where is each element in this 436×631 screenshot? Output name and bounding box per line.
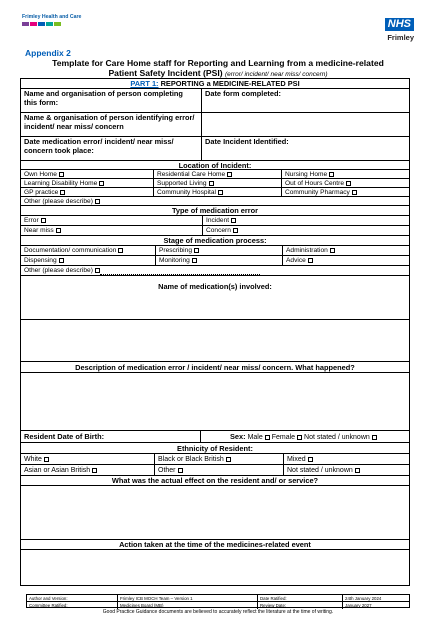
checkbox-icon	[59, 258, 64, 263]
checkbox-icon	[56, 228, 61, 233]
type-near-miss[interactable]: Near miss	[21, 226, 202, 235]
checkbox-icon	[92, 468, 97, 473]
location-row-1	[21, 170, 409, 179]
logo-bar-2	[30, 22, 37, 26]
identifying-row	[21, 113, 409, 137]
sex-not-stated[interactable]: Not stated / unknown	[304, 434, 377, 441]
checkbox-icon	[226, 457, 231, 462]
checkbox-icon	[95, 268, 100, 273]
footer-note: Good Practice Guidance documents are believed to accurately reflect the literature at the time of writing.	[102, 609, 334, 615]
checkbox-icon	[41, 218, 46, 223]
ethnicity-mixed[interactable]: Mixed	[283, 454, 409, 464]
ethnicity-black[interactable]: Black or Black British	[154, 454, 283, 464]
document-title-line2	[0, 68, 436, 78]
stage-heading: Stage of medication process:	[163, 236, 267, 245]
location-own-home[interactable]: Own Home	[21, 170, 153, 178]
checkbox-icon	[231, 218, 236, 223]
location-heading-row	[21, 161, 409, 170]
name-org-completing-field[interactable]: Name and organisation of person completing this form:	[24, 89, 183, 107]
stage-other-describe[interactable]: Other (please describe)	[21, 266, 409, 275]
checkbox-icon	[178, 468, 183, 473]
stage-row-1	[21, 246, 409, 256]
action-heading: Action taken at the time of the medicines-related event	[119, 540, 311, 549]
logo-bar-5	[54, 22, 61, 26]
logo-bar-3	[38, 22, 45, 26]
dob-label[interactable]: Resident Date of Birth:	[24, 432, 105, 441]
location-row-2	[21, 179, 409, 188]
sex-options	[200, 431, 409, 442]
author-value: Frimley ICB MOCH Team – Version 1	[117, 595, 257, 601]
description-heading-row	[21, 362, 409, 373]
type-incident[interactable]: Incident	[202, 216, 409, 225]
location-gp-practice[interactable]: GP practice	[21, 188, 153, 196]
footer-row-1	[27, 595, 409, 602]
checkbox-icon	[329, 172, 334, 177]
checkbox-icon	[192, 258, 197, 263]
checkbox-icon	[330, 248, 335, 253]
location-other-row	[21, 197, 409, 206]
identifying-blank-cell[interactable]	[201, 113, 409, 136]
checkbox-icon	[60, 190, 65, 195]
location-other-describe[interactable]: Other (please describe)	[21, 197, 409, 205]
sex-female[interactable]: Female	[272, 434, 302, 441]
checkbox-icon	[59, 172, 64, 177]
stage-row-2	[21, 256, 409, 266]
location-supported-living[interactable]: Supported Living	[153, 179, 281, 187]
ethnicity-white[interactable]: White	[21, 454, 154, 464]
checkbox-icon	[227, 172, 232, 177]
psi-report-form	[20, 78, 410, 586]
logo-bar-4	[46, 22, 53, 26]
checkbox-icon	[194, 248, 199, 253]
stage-monitoring[interactable]: Monitoring	[155, 256, 282, 265]
part-heading-row	[21, 79, 409, 89]
committee-label: Committee Ratified:	[29, 603, 68, 608]
location-out-of-hours-centre[interactable]: Out of Hours Centre	[281, 179, 409, 187]
appendix-label: Appendix 2	[25, 48, 71, 58]
ethnicity-asian[interactable]: Asian or Asian British	[21, 465, 154, 475]
part-title: REPORTING a MEDICINE-RELATED PSI	[158, 79, 300, 88]
sex-label: Sex:	[230, 432, 246, 441]
review-date-label: Review Date:	[257, 602, 342, 609]
location-community-pharmacy[interactable]: Community Pharmacy	[281, 188, 409, 196]
date-ratified-label: Date Ratified:	[257, 595, 342, 601]
medication-section	[21, 276, 409, 320]
checkbox-icon	[372, 435, 377, 440]
part-label: PART 1:	[130, 79, 159, 88]
checkbox-icon	[355, 468, 360, 473]
checkbox-icon	[95, 199, 100, 204]
frimley-health-care-logo	[22, 14, 81, 26]
type-row-1	[21, 216, 409, 226]
logo-color-bars	[22, 22, 81, 26]
stage-other-row	[21, 266, 409, 276]
page-header	[0, 0, 436, 48]
type-heading: Type of medication error	[171, 206, 259, 215]
location-learning-disability-home[interactable]: Learning Disability Home	[21, 179, 153, 187]
checkbox-icon	[99, 181, 104, 186]
checkbox-icon	[44, 457, 49, 462]
type-error[interactable]: Error	[21, 216, 202, 225]
location-community-hospital[interactable]: Community Hospital	[153, 188, 281, 196]
title-psi: Patient Safety Incident (PSI)	[108, 68, 223, 78]
nhs-badge: NHS	[385, 18, 414, 31]
stage-documentation[interactable]: Documentation/ communication	[21, 246, 155, 255]
document-control-table	[26, 594, 410, 608]
document-title-line1: Template for Care Home staff for Reporting and Learning from a medicine-related	[52, 58, 384, 68]
action-entry[interactable]	[21, 550, 409, 585]
dates-row	[21, 137, 409, 161]
location-row-3	[21, 188, 409, 197]
logo-text: Frimley Health and Care	[22, 14, 82, 20]
checkbox-icon	[308, 457, 313, 462]
checkbox-icon	[209, 181, 214, 186]
type-concern[interactable]: Concern	[202, 226, 409, 235]
checkbox-icon	[308, 258, 313, 263]
ethnicity-other[interactable]: Other	[154, 465, 283, 475]
date-identified-field[interactable]: Date Incident Identified:	[201, 137, 409, 160]
description-entry[interactable]	[21, 373, 409, 431]
effect-heading: What was the actual effect on the resident and/ or service?	[111, 476, 319, 485]
type-heading-row	[21, 206, 409, 216]
dotted-line	[100, 274, 260, 275]
ethnicity-row-1	[21, 454, 409, 465]
medication-heading: Name of medication(s) involved:	[158, 282, 272, 291]
stage-administration[interactable]: Administration	[282, 246, 409, 255]
type-row-2	[21, 226, 409, 236]
logo-bar-1	[22, 22, 29, 26]
location-nursing-home[interactable]: Nursing Home	[281, 170, 409, 178]
ethnicity-row-2	[21, 465, 409, 476]
nhs-logo	[385, 14, 414, 42]
description-heading: Description of medication error / incident/ near miss/ concern. What happened?	[75, 363, 355, 372]
checkbox-icon	[265, 435, 270, 440]
checkbox-icon	[352, 190, 357, 195]
dob-sex-row	[21, 431, 409, 443]
nhs-org-name: Frimley	[387, 33, 414, 42]
author-label: Author and Version:	[29, 596, 68, 601]
review-date-value: January 2027	[342, 602, 411, 609]
checkbox-icon	[218, 190, 223, 195]
ethnicity-heading-row	[21, 443, 409, 454]
part-heading	[21, 79, 409, 88]
medication-entry[interactable]	[21, 320, 409, 362]
date-completed-field[interactable]: Date form completed:	[201, 89, 409, 112]
name-org-identifying-field[interactable]: Name & organisation of person identifying error/ incident/ near miss/ concern	[24, 113, 195, 131]
stage-heading-row	[21, 236, 409, 246]
location-residential-care-home[interactable]: Residential Care Home	[153, 170, 281, 178]
checkbox-icon	[297, 435, 302, 440]
title-note: (error/ incident/ near miss/ concern)	[224, 71, 328, 78]
effect-entry[interactable]	[21, 486, 409, 540]
checkbox-icon	[346, 181, 351, 186]
action-heading-row	[21, 540, 409, 550]
ethnicity-not-stated[interactable]: Not stated / unknown	[283, 465, 409, 475]
completing-row	[21, 89, 409, 113]
stage-prescribing[interactable]: Prescribing	[155, 246, 282, 255]
stage-dispensing[interactable]: Dispensing	[21, 256, 155, 265]
checkbox-icon	[118, 248, 123, 253]
effect-heading-row	[21, 476, 409, 486]
date-ratified-value: 24th January 2024	[342, 595, 411, 601]
checkbox-icon	[233, 228, 238, 233]
date-took-place-field[interactable]: Date medication error/ incident/ near miss/ concern took place:	[24, 137, 174, 155]
stage-advice[interactable]: Advice	[282, 256, 409, 265]
footer-row-2	[27, 602, 409, 609]
ethnicity-heading: Ethnicity of Resident:	[177, 444, 253, 453]
location-heading: Location of Incident:	[178, 161, 252, 169]
sex-male[interactable]: Male	[248, 434, 270, 441]
committee-value: Medicines Board (MB)	[117, 602, 257, 609]
